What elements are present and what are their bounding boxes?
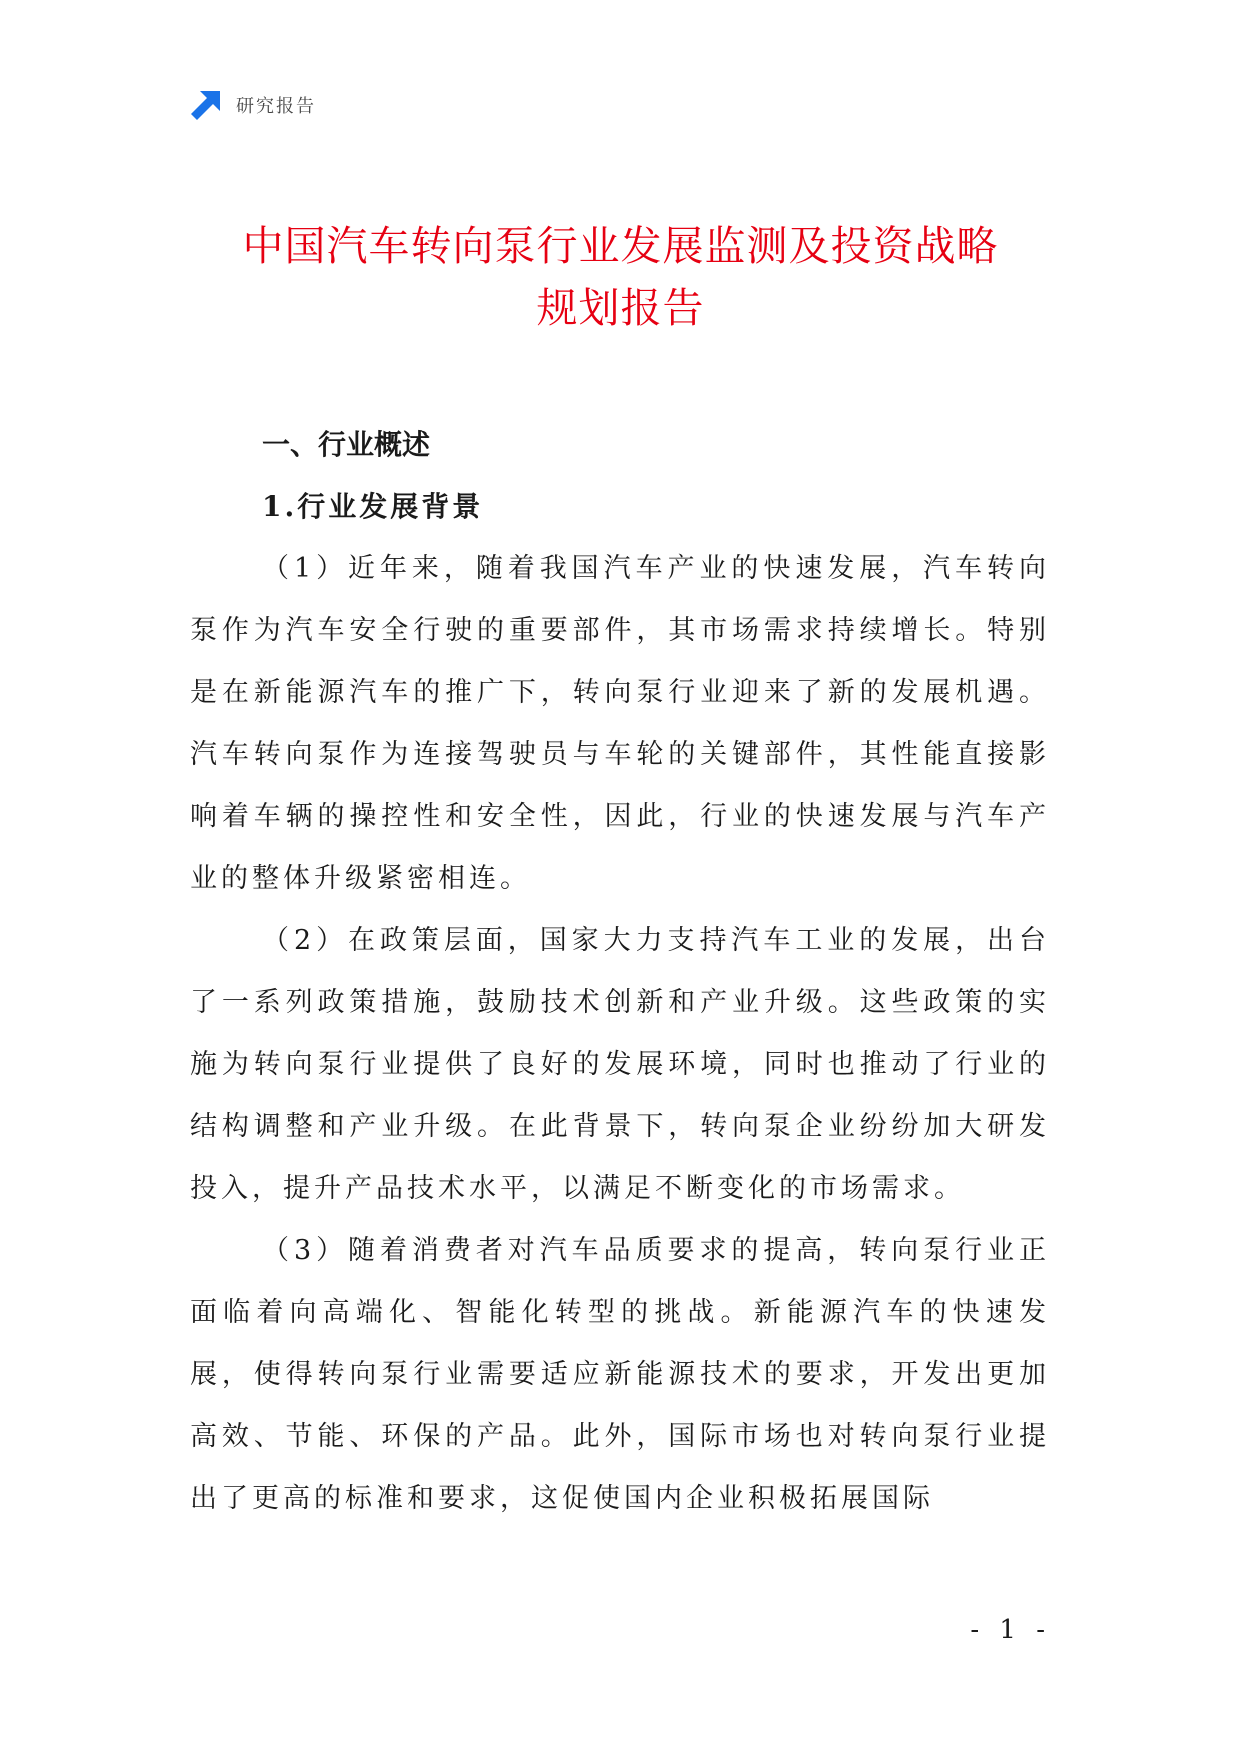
section-heading: 一、行业概述 bbox=[262, 428, 431, 461]
document-body bbox=[190, 414, 1050, 1530]
sub-heading: 1.行业发展背景 bbox=[262, 490, 484, 523]
arrow-up-right-icon bbox=[190, 89, 222, 121]
title-line-2: 规划报告 bbox=[536, 284, 705, 332]
paragraph-1: （1）近年来，随着我国汽车产业的快速发展，汽车转向泵作为汽车安全行驶的重要部件，其市场需求持续增长。特别是在新能源汽车的推广下，转向泵行业迎来了新的发展机遇。汽车转向泵作为连接驾驶员与车轮的关键部件，其性能直接影响着车辆的操控性和安全性，因此，行业的快速发展与汽车产业的整体升级紧密相连。 bbox=[190, 553, 1050, 894]
document-title bbox=[195, 215, 1046, 339]
title-line-1: 中国汽车转向泵行业发展监测及投资战略 bbox=[242, 222, 999, 270]
report-header bbox=[190, 88, 316, 122]
header-label: 研究报告 bbox=[236, 96, 316, 117]
paragraph-3: （3）随着消费者对汽车品质要求的提高，转向泵行业正面临着向高端化、智能化转型的挑战。新能源汽车的快速发展，使得转向泵行业需要适应新能源技术的要求，开发出更加高效、节能、环保的产品。此外，国际市场也对转向泵行业提出了更高的标准和要求，这促使国内企业积极拓展国际 bbox=[190, 1235, 1050, 1514]
paragraph-2: （2）在政策层面，国家大力支持汽车工业的发展，出台了一系列政策措施，鼓励技术创新和产业升级。这些政策的实施为转向泵行业提供了良好的发展环境，同时也推动了行业的结构调整和产业升级。在此背景下，转向泵企业纷纷加大研发投入，提升产品技术水平，以满足不断变化的市场需求。 bbox=[190, 925, 1050, 1204]
page-number: - 1 - bbox=[970, 1615, 1051, 1645]
